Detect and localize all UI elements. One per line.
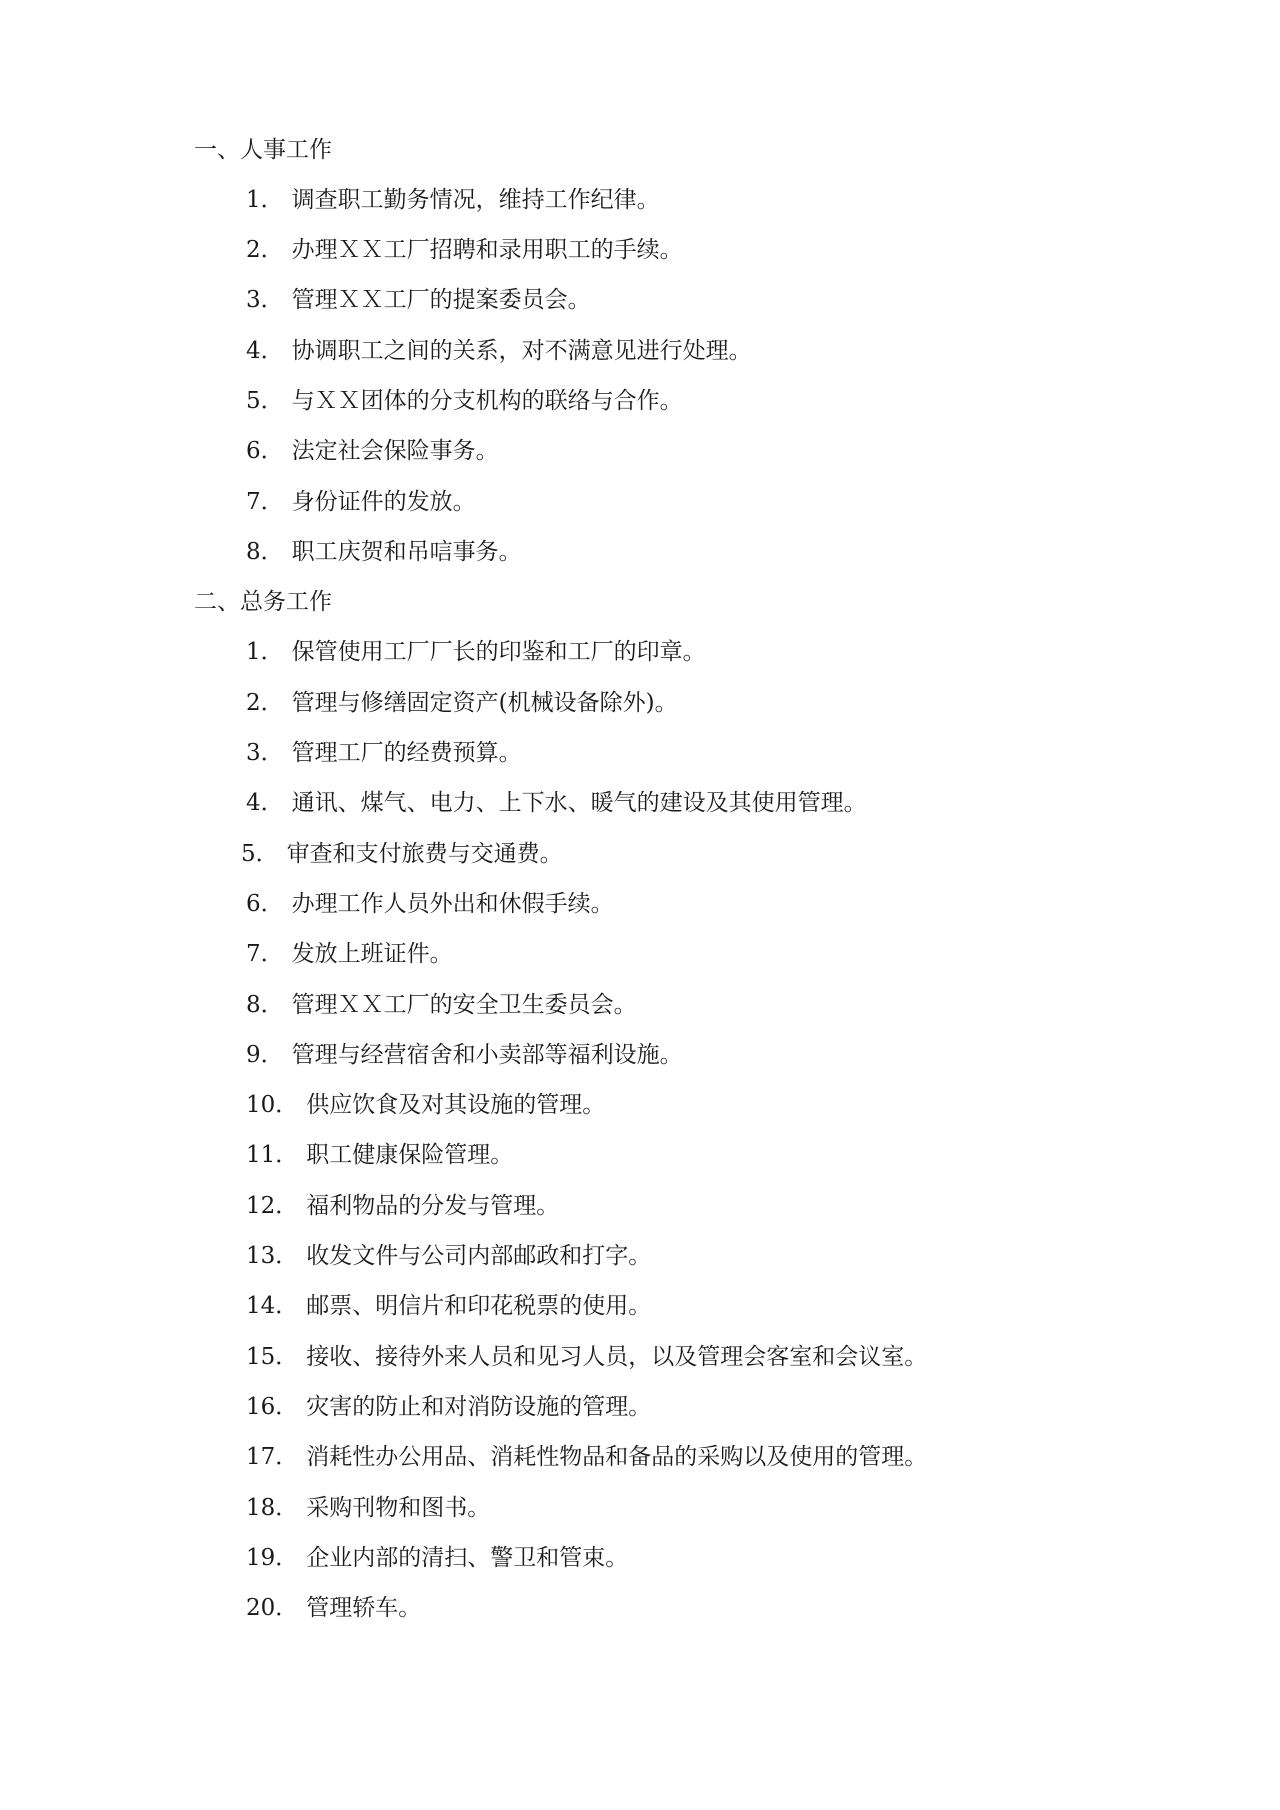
list-item xyxy=(246,1140,513,1170)
list-item xyxy=(246,185,660,215)
list-item xyxy=(246,1543,628,1573)
item-number: 17． xyxy=(246,1444,299,1470)
item-number: 12． xyxy=(246,1193,299,1219)
list-item xyxy=(246,1241,651,1271)
item-text: 法定社会保险事务。 xyxy=(291,438,499,464)
list-item xyxy=(246,1291,651,1321)
item-number: 10． xyxy=(246,1092,299,1118)
list-item xyxy=(246,1392,651,1422)
list-item xyxy=(246,336,752,366)
list-item xyxy=(246,990,637,1020)
list-item xyxy=(246,1593,421,1623)
item-text: 企业内部的清扫、警卫和管束。 xyxy=(306,1545,629,1571)
list-item xyxy=(246,386,683,416)
item-number: 16． xyxy=(246,1394,299,1420)
item-text: 审查和支付旅费与交通费。 xyxy=(286,841,563,867)
item-text: 管理与修缮固定资产(机械设备除外)。 xyxy=(291,690,678,716)
item-number: 14． xyxy=(246,1293,299,1319)
item-text: 管理与经营宿舍和小卖部等福利设施。 xyxy=(291,1042,683,1068)
list-item xyxy=(241,839,563,869)
item-text: 采购刊物和图书。 xyxy=(306,1495,491,1521)
list-item xyxy=(246,1191,559,1221)
list-item xyxy=(246,285,591,315)
item-text: 管理ＸＸ工厂的提案委员会。 xyxy=(291,287,591,313)
item-text: 职工庆贺和吊唁事务。 xyxy=(291,539,522,565)
item-text: 身份证件的发放。 xyxy=(291,489,476,515)
item-text: 办理ＸＸ工厂招聘和录用职工的手续。 xyxy=(291,237,683,263)
list-item xyxy=(246,637,706,667)
item-text: 保管使用工厂厂长的印鉴和工厂的印章。 xyxy=(291,639,706,665)
item-number: 6． xyxy=(246,891,284,917)
item-text: 管理轿车。 xyxy=(306,1595,422,1621)
item-number: 4． xyxy=(246,790,284,816)
item-number: 7． xyxy=(246,489,284,515)
item-number: 2． xyxy=(246,690,284,716)
item-text: 邮票、明信片和印花税票的使用。 xyxy=(306,1293,652,1319)
list-item xyxy=(246,788,867,818)
section-heading-personnel: 一、人事工作 xyxy=(194,137,332,163)
item-text: 调查职工勤务情况，维持工作纪律。 xyxy=(291,187,660,213)
list-item xyxy=(246,1493,490,1523)
item-number: 19． xyxy=(246,1545,299,1571)
item-text: 通讯、煤气、电力、上下水、暖气的建设及其使用管理。 xyxy=(291,790,867,816)
item-number: 5． xyxy=(246,388,284,414)
item-number: 3． xyxy=(246,287,284,313)
item-number: 13． xyxy=(246,1243,299,1269)
list-item xyxy=(246,487,476,517)
item-text: 接收、接待外来人员和见习人员，以及管理会客室和会议室。 xyxy=(306,1344,928,1370)
item-number: 4． xyxy=(246,338,284,364)
item-number: 3． xyxy=(246,740,284,766)
list-item xyxy=(246,738,522,768)
item-text: 发放上班证件。 xyxy=(291,941,453,967)
item-text: 协调职工之间的关系，对不满意见进行处理。 xyxy=(291,338,752,364)
item-number: 8． xyxy=(246,539,284,565)
list-item xyxy=(246,939,453,969)
item-number: 8． xyxy=(246,992,284,1018)
item-number: 1． xyxy=(246,187,284,213)
item-text: 管理ＸＸ工厂的安全卫生委员会。 xyxy=(291,992,637,1018)
list-item xyxy=(246,235,683,265)
item-text: 收发文件与公司内部邮政和打字。 xyxy=(306,1243,652,1269)
item-text: 灾害的防止和对消防设施的管理。 xyxy=(306,1394,652,1420)
list-item xyxy=(246,537,522,567)
list-item xyxy=(246,1442,927,1472)
item-number: 18． xyxy=(246,1495,299,1521)
section-heading-general-affairs: 二、总务工作 xyxy=(194,589,332,615)
list-item xyxy=(246,436,499,466)
item-text: 办理工作人员外出和休假手续。 xyxy=(291,891,614,917)
item-number: 7． xyxy=(246,941,284,967)
list-item xyxy=(246,688,678,718)
list-item xyxy=(246,1040,683,1070)
list-item xyxy=(246,889,614,919)
item-text: 职工健康保险管理。 xyxy=(306,1142,514,1168)
item-text: 与ＸＸ团体的分支机构的联络与合作。 xyxy=(291,388,683,414)
item-text: 福利物品的分发与管理。 xyxy=(306,1193,560,1219)
item-text: 消耗性办公用品、消耗性物品和备品的采购以及使用的管理。 xyxy=(306,1444,928,1470)
item-number: 20． xyxy=(246,1595,299,1621)
item-number: 5． xyxy=(241,841,279,867)
item-number: 1． xyxy=(246,639,284,665)
item-number: 11． xyxy=(246,1142,299,1168)
item-number: 15． xyxy=(246,1344,299,1370)
list-item xyxy=(246,1342,927,1372)
item-number: 6． xyxy=(246,438,284,464)
item-text: 管理工厂的经费预算。 xyxy=(291,740,522,766)
list-item xyxy=(246,1090,605,1120)
item-number: 9． xyxy=(246,1042,284,1068)
item-number: 2． xyxy=(246,237,284,263)
item-text: 供应饮食及对其设施的管理。 xyxy=(306,1092,606,1118)
